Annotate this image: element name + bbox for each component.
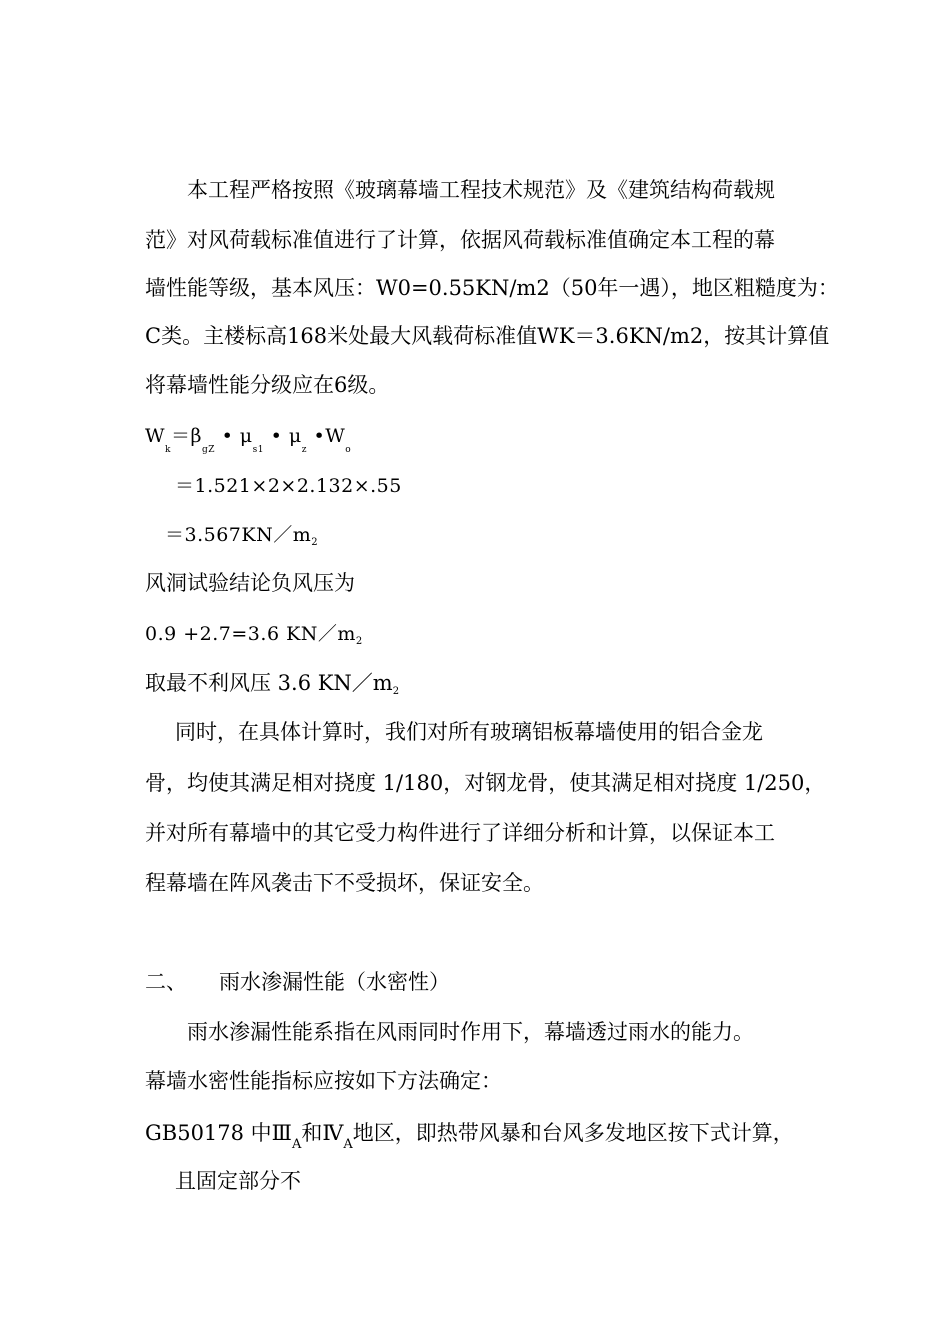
para1-line4: C类。主楼标高168米处最大风载荷标准值WK＝3.6KN/m2，按其计算值 [145,324,830,348]
para1-line2: 范》对风荷载标准值进行了计算，依据风荷载标准值确定本工程的幕 [145,228,775,252]
para1-line5: 将幕墙性能分级应在6级。 [145,373,390,397]
para3-line1: 雨水渗漏性能系指在风雨同时作用下，幕墙透过雨水的能力。 [187,1020,754,1044]
section-number: 二、 [145,970,187,994]
para1-line1: 本工程严格按照《玻璃幕墙工程技术规范》及《建筑结构荷载规 [187,178,775,202]
para3-line4: 且固定部分不 [175,1169,301,1193]
formula-calc1: ＝1.521×2×2.132×.55 [175,475,402,497]
para2-line2: 骨，均使其满足相对挠度 1/180，对钢龙骨，使其满足相对挠度 1/250， [145,771,826,795]
formula-calc2: $=3.567KN/m_2$ [165,524,319,548]
para2-line1: 同时，在具体计算时，我们对所有玻璃铝板幕墙使用的铝合金龙 [175,720,763,744]
section-heading [145,967,815,997]
para2-line3: 并对所有幕墙中的其它受力构件进行了详细分析和计算，以保证本工 [145,821,775,845]
para2-line4: 程幕墙在阵风袭击下不受损坏，保证安全。 [145,871,544,895]
para1-line3: 墙性能等级，基本风压：W0=0.55KN/m2（50年一遇），地区粗糙度为： [145,276,839,300]
formula-wk: $W_k=\beta_{gZ}$ • $\mu_{s1}$ • $\mu_z$ $•W_o$ [145,425,352,455]
wind-tunnel-line1: 风洞试验结论负风压为 [145,571,355,595]
para3-line3: GB50178 中$Ⅲ_A$和$Ⅳ_A$地区，即热带风暴和台风多发地区按下式计算， [145,1121,794,1152]
wind-tunnel-line2: 0.9 +2.7=3.6 $KN/m_2$ [145,623,363,647]
wind-tunnel-line3: 取最不利风压 3.6 $KN/m_2$ [145,671,400,697]
section-title: 雨水渗漏性能（水密性） [219,970,450,994]
para3-line2: 幕墙水密性能指标应按如下方法确定： [145,1069,502,1093]
